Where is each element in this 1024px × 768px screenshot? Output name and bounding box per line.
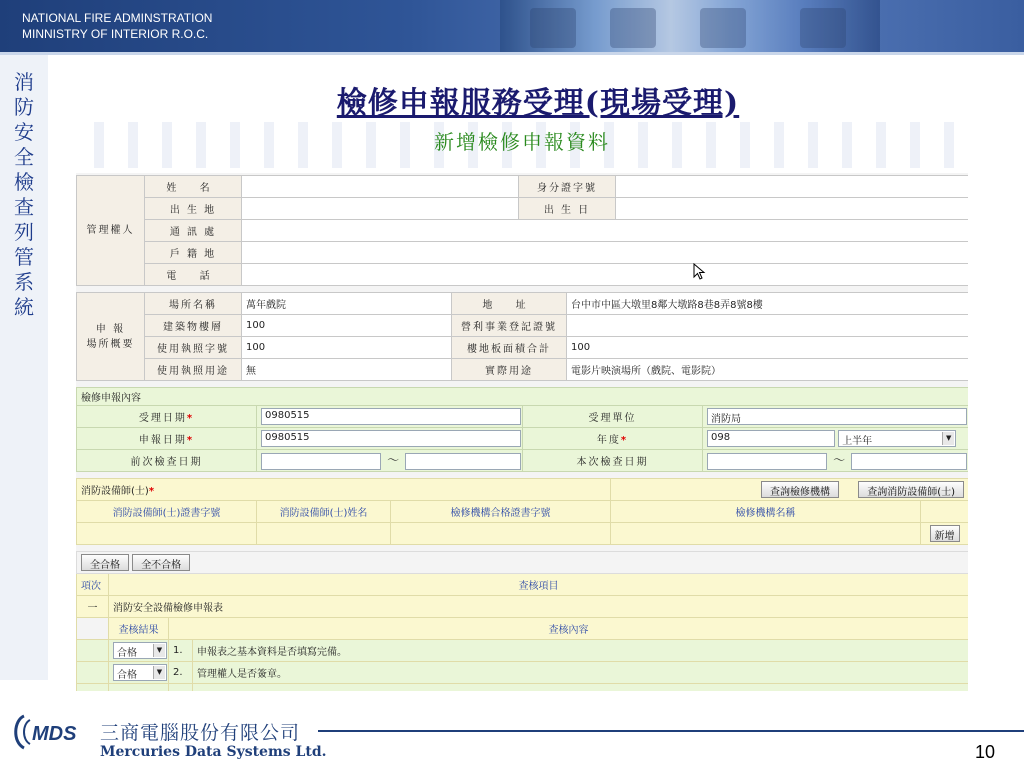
banner-photo — [500, 0, 880, 52]
result-value: 合格 — [117, 648, 137, 659]
page-number: 10 — [975, 742, 996, 762]
check-row-number: 1. — [169, 640, 193, 662]
section-name: 消防安全設備檢修申報表 — [109, 596, 969, 618]
col-agency-name: 檢修機構名稱 — [611, 501, 921, 523]
accept-date-label: 受理日期* — [77, 406, 257, 428]
this-check-end-input[interactable] — [851, 453, 967, 470]
agency-cert-cell[interactable] — [391, 523, 611, 545]
footer-divider — [318, 730, 1024, 732]
col-agency-cert: 檢修機構合格證書字號 — [391, 501, 611, 523]
birthplace-field[interactable] — [242, 198, 519, 220]
prev-check-end-input[interactable] — [405, 453, 521, 470]
license-no-value: 100 — [242, 337, 452, 359]
header-banner — [0, 0, 1024, 55]
manager-section — [76, 175, 968, 286]
all-pass-button[interactable]: 全合格 — [81, 554, 129, 571]
check-items-section — [76, 551, 968, 691]
banner-divider — [0, 52, 1024, 55]
actual-use-value: 電影片映演場所（戲院、電影院） — [567, 359, 969, 381]
engineer-name-cell[interactable] — [257, 523, 391, 545]
inspection-report-form — [76, 173, 968, 691]
dropdown-arrow-icon: ▼ — [153, 644, 165, 657]
license-use-label: 使用執照用途 — [145, 359, 242, 381]
floor-area-value: 100 — [567, 337, 969, 359]
address-label: 通 訊 處 — [145, 220, 242, 242]
name-label: 姓 名 — [145, 176, 242, 198]
cert-no-cell[interactable] — [77, 523, 257, 545]
year-input[interactable]: 098 — [707, 430, 835, 447]
this-check-date-label: 本次檢查日期 — [523, 450, 703, 472]
floors-label: 建築物樓層 — [145, 315, 242, 337]
check-row-text: 申報表之基本資料是否填寫完備。 — [193, 640, 969, 662]
query-agency-button[interactable]: 查詢檢修機構 — [761, 481, 839, 498]
engineer-section-label: 消防設備師(士)* — [77, 479, 611, 501]
col-cert-no: 消防設備師(士)證書字號 — [77, 501, 257, 523]
agency-name-cell[interactable] — [611, 523, 921, 545]
page-title: 檢修申報服務受理(現場受理) — [336, 86, 740, 121]
birthday-field[interactable] — [616, 198, 969, 220]
half-year-value: 上半年 — [842, 436, 873, 447]
phone-label: 電 話 — [145, 264, 242, 286]
business-reg-label: 營利事業登記證號 — [452, 315, 567, 337]
required-mark: * — [186, 413, 195, 424]
manager-group-label: 管理權人 — [77, 176, 145, 286]
org-line-1: NATIONAL FIRE ADMINSTRATION — [22, 11, 213, 25]
site-group-label-line2: 場所概要 — [86, 338, 135, 350]
date-range-tilde: ～ — [833, 453, 846, 468]
organization-name — [22, 10, 212, 42]
dropdown-arrow-icon: ▼ — [153, 666, 165, 679]
place-name-value: 萬年戲院 — [242, 293, 452, 315]
report-date-input[interactable]: 0980515 — [261, 430, 521, 447]
query-engineer-button[interactable]: 查詢消防設備師(士) — [858, 481, 964, 498]
address-field[interactable] — [242, 220, 969, 242]
table-row — [77, 640, 969, 662]
required-mark: * — [620, 435, 629, 446]
household-field[interactable] — [242, 242, 969, 264]
accept-unit-label: 受理單位 — [523, 406, 703, 428]
page-subtitle: 新增檢修申報資料 — [434, 130, 610, 154]
half-year-select[interactable] — [838, 430, 956, 447]
site-group-label-line1: 申 報 — [95, 323, 126, 335]
business-reg-value — [567, 315, 969, 337]
company-name-cn: 三商電腦股份有限公司 — [100, 722, 301, 744]
mouse-pointer-icon — [693, 263, 707, 281]
floor-area-label: 樓地板面積合計 — [452, 337, 567, 359]
prev-check-start-input[interactable] — [261, 453, 381, 470]
report-date-label: 申報日期* — [77, 428, 257, 450]
floors-value: 100 — [242, 315, 452, 337]
result-select[interactable] — [113, 642, 167, 659]
site-section — [76, 292, 968, 381]
org-line-2: MINNISTRY OF INTERIOR R.O.C. — [22, 27, 209, 41]
location-value: 台中市中區大墩里8鄰大墩路8巷8弄8號8樓 — [567, 293, 969, 315]
table-row — [77, 662, 969, 684]
engineer-section — [76, 478, 968, 545]
license-use-value: 無 — [242, 359, 452, 381]
license-no-label: 使用執照字號 — [145, 337, 242, 359]
result-select[interactable] — [113, 664, 167, 681]
company-logo — [10, 712, 100, 752]
accept-unit-input[interactable]: 消防局 — [707, 408, 967, 425]
check-row-text: 管理權人是否簽章。 — [193, 662, 969, 684]
place-name-label: 場所名稱 — [145, 293, 242, 315]
year-label: 年度* — [523, 428, 703, 450]
accept-date-input[interactable]: 0980515 — [261, 408, 521, 425]
system-title-vertical: 消防安全檢查列管系統 — [14, 70, 34, 319]
location-label: 地 址 — [452, 293, 567, 315]
birthplace-label: 出 生 地 — [145, 198, 242, 220]
id-number-label: 身分證字號 — [519, 176, 616, 198]
report-content-section — [76, 387, 968, 472]
date-range-tilde: ～ — [387, 453, 400, 468]
check-row-number: 2. — [169, 662, 193, 684]
required-mark: * — [148, 486, 155, 497]
result-value: 合格 — [117, 670, 137, 681]
birthday-label: 出 生 日 — [519, 198, 616, 220]
col-item-no: 項次 — [77, 574, 109, 596]
report-section-label: 檢修申報內容 — [77, 388, 969, 406]
prev-check-date-label: 前次檢查日期 — [77, 450, 257, 472]
col-content: 查核內容 — [169, 618, 969, 640]
all-fail-button[interactable]: 全不合格 — [132, 554, 190, 571]
name-field[interactable] — [242, 176, 519, 198]
dropdown-arrow-icon: ▼ — [942, 432, 954, 445]
add-engineer-button[interactable]: 新增 — [930, 525, 960, 542]
col-engineer-name: 消防設備師(士)姓名 — [257, 501, 391, 523]
col-result: 查核結果 — [109, 618, 169, 640]
site-group-label — [77, 293, 145, 381]
logo-text: MDS — [32, 723, 77, 745]
section-number: 一 — [77, 596, 109, 618]
col-check-item: 查核項目 — [109, 574, 969, 596]
company-name-en: Mercuries Data Systems Ltd. — [100, 744, 327, 760]
household-label: 戶 籍 地 — [145, 242, 242, 264]
actual-use-label: 實際用途 — [452, 359, 567, 381]
required-mark: * — [186, 435, 195, 446]
col-actions — [921, 501, 968, 523]
this-check-start-input[interactable] — [707, 453, 827, 470]
phone-field[interactable] — [242, 264, 969, 286]
id-number-field[interactable] — [616, 176, 969, 198]
